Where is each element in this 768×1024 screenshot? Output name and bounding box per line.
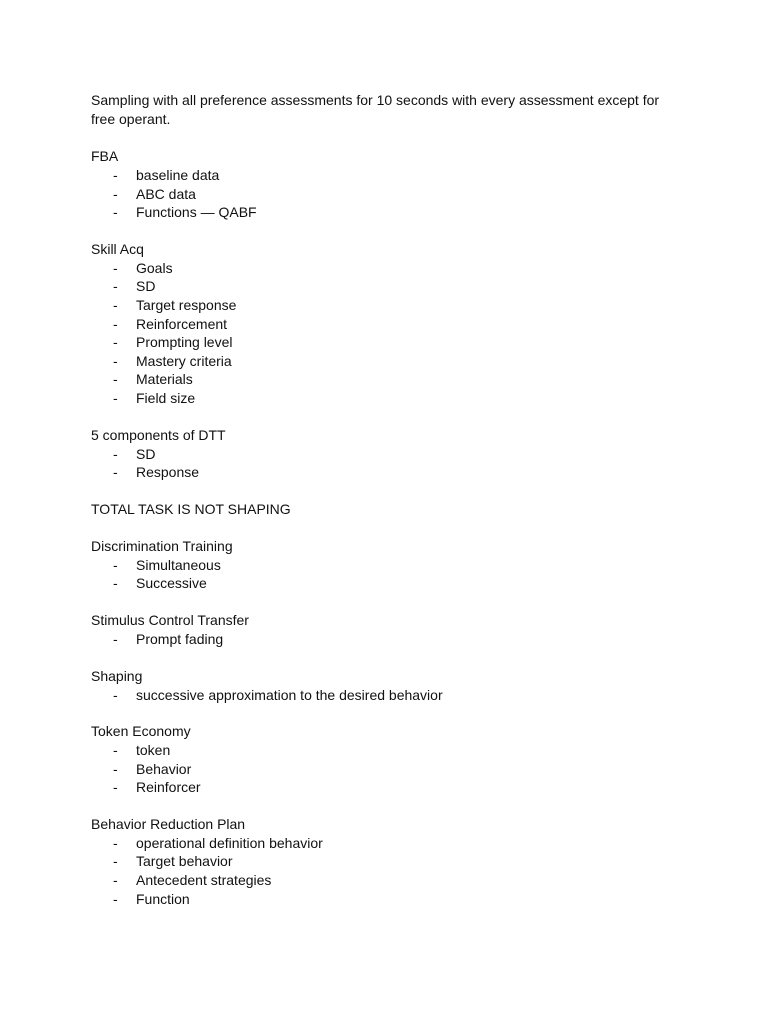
list-item (91, 556, 691, 575)
dash-bullet-icon: - (113, 334, 118, 351)
dash-bullet-icon: - (113, 371, 118, 388)
list-item (91, 630, 691, 649)
dash-bullet-icon: - (113, 890, 118, 907)
list-item (91, 686, 691, 705)
list-item (91, 778, 691, 797)
list-item-text: Mastery criteria (136, 352, 232, 369)
list-item-text: ABC data (136, 185, 196, 202)
dash-bullet-icon: - (113, 204, 118, 221)
bullet-list (91, 630, 691, 649)
section-discrimination-training (91, 537, 691, 593)
section-heading: 5 components of DTT (91, 426, 226, 443)
bullet-list (91, 556, 691, 593)
list-item (91, 166, 691, 185)
list-item (91, 463, 691, 482)
list-item-text: Prompt fading (136, 630, 224, 647)
dash-bullet-icon: - (113, 760, 118, 777)
dash-bullet-icon: - (113, 389, 118, 406)
dash-bullet-icon: - (113, 352, 118, 369)
list-item-text: token (136, 742, 171, 759)
intro-paragraph: Sampling with all preference assessments for 10 seconds with every assessment except for free operant. (91, 92, 660, 127)
dash-bullet-icon: - (113, 872, 118, 889)
list-item (91, 389, 691, 408)
bullet-list (91, 445, 691, 482)
dash-bullet-icon: - (113, 575, 118, 592)
list-item-text: Reinforcer (136, 779, 201, 796)
bullet-list (91, 166, 691, 222)
dash-bullet-icon: - (113, 185, 118, 202)
section-heading: Token Economy (91, 723, 191, 740)
list-item-text: Materials (136, 371, 193, 388)
list-item-text: Reinforcement (136, 315, 228, 332)
section-heading: Behavior Reduction Plan (91, 815, 246, 832)
list-item-text: Function (136, 890, 190, 907)
list-item-text: successive approximation to the desired behavior (136, 686, 443, 703)
list-item-text: Successive (136, 575, 207, 592)
section-behavior-reduction-plan (91, 815, 691, 908)
list-item-text: Prompting level (136, 334, 233, 351)
section-total-task-is-not-shaping (91, 500, 691, 519)
document-page (91, 91, 691, 926)
list-item (91, 296, 691, 315)
dash-bullet-icon: - (113, 556, 118, 573)
notes-sections (91, 147, 691, 908)
list-item-text: Behavior (136, 760, 192, 777)
list-item (91, 333, 691, 352)
list-item (91, 352, 691, 371)
dash-bullet-icon: - (113, 315, 118, 332)
list-item (91, 852, 691, 871)
dash-bullet-icon: - (113, 296, 118, 313)
section-token-economy (91, 722, 691, 797)
section-heading: Discrimination Training (91, 537, 233, 554)
section-fba (91, 147, 691, 222)
list-item (91, 741, 691, 760)
list-item-text: Antecedent strategies (136, 872, 272, 889)
bullet-list (91, 686, 691, 705)
dash-bullet-icon: - (113, 686, 118, 703)
dash-bullet-icon: - (113, 834, 118, 851)
bullet-list (91, 741, 691, 797)
dash-bullet-icon: - (113, 630, 118, 647)
section-skill-acq (91, 240, 691, 408)
list-item-text: Target response (136, 296, 237, 313)
list-item (91, 259, 691, 278)
dash-bullet-icon: - (113, 853, 118, 870)
list-item-text: Simultaneous (136, 556, 221, 573)
section-5-components-of-dtt (91, 426, 691, 482)
list-item (91, 760, 691, 779)
bullet-list (91, 259, 691, 408)
section-heading: FBA (91, 148, 119, 164)
list-item-text: baseline data (136, 167, 220, 183)
list-item-text: Field size (136, 389, 196, 406)
list-item (91, 445, 691, 464)
dash-bullet-icon: - (113, 445, 118, 462)
dash-bullet-icon: - (113, 278, 118, 295)
dash-bullet-icon: - (113, 742, 118, 759)
list-item-text: operational definition behavior (136, 834, 323, 851)
list-item (91, 203, 691, 222)
list-item (91, 871, 691, 890)
list-item-text: Functions — QABF (136, 204, 257, 221)
list-item (91, 277, 691, 296)
dash-bullet-icon: - (113, 167, 118, 183)
list-item (91, 315, 691, 334)
section-heading: Shaping (91, 667, 143, 684)
list-item (91, 574, 691, 593)
section-shaping (91, 667, 691, 705)
dash-bullet-icon: - (113, 779, 118, 796)
dash-bullet-icon: - (113, 259, 118, 276)
section-heading: Skill Acq (91, 240, 144, 257)
list-item-text: SD (136, 278, 156, 295)
list-item (91, 890, 691, 909)
list-item (91, 834, 691, 853)
section-heading: TOTAL TASK IS NOT SHAPING (91, 500, 291, 517)
list-item (91, 185, 691, 204)
list-item-text: SD (136, 445, 156, 462)
list-item-text: Response (136, 464, 200, 481)
bullet-list (91, 834, 691, 908)
section-heading: Stimulus Control Transfer (91, 611, 249, 628)
list-item (91, 370, 691, 389)
list-item-text: Goals (136, 259, 173, 276)
section-stimulus-control-transfer (91, 611, 691, 649)
list-item-text: Target behavior (136, 853, 233, 870)
dash-bullet-icon: - (113, 464, 118, 481)
